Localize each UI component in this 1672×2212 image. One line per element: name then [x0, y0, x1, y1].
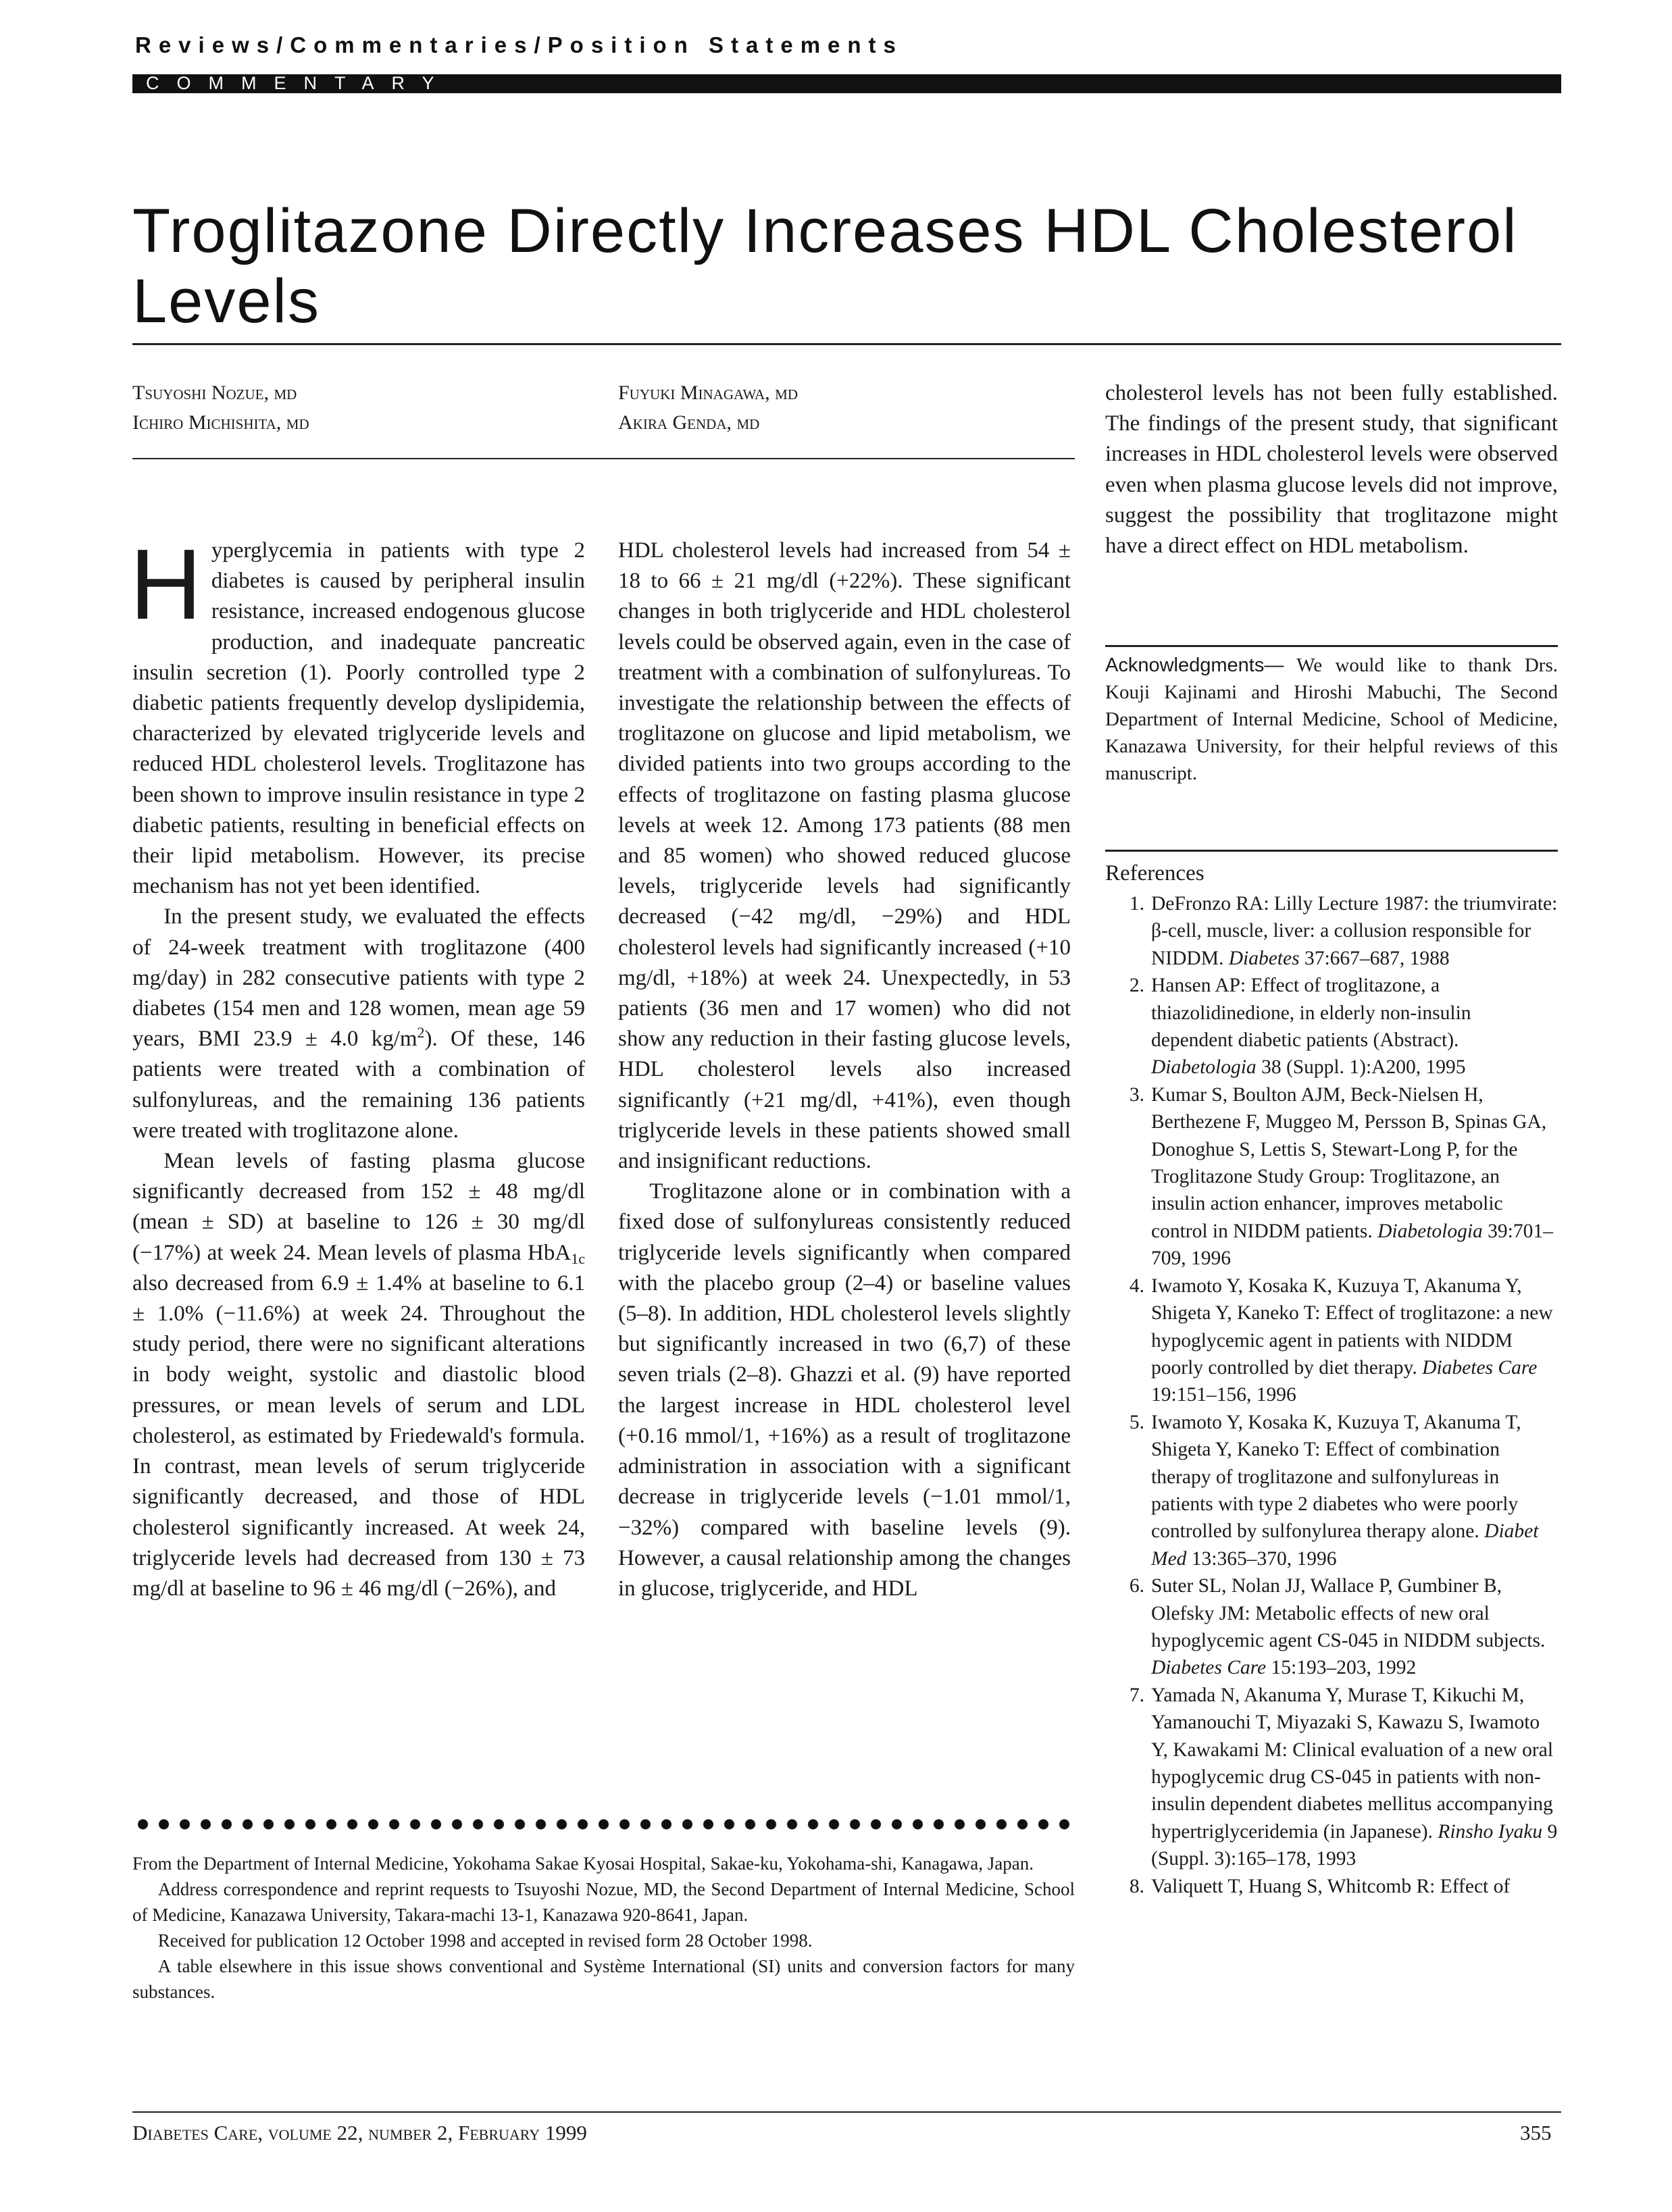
footnote	[132, 1851, 1075, 2005]
title-rule	[132, 343, 1561, 345]
refs-rule	[1105, 850, 1558, 852]
footnote-affiliation: From the Department of Internal Medicine, Yokohama Sakae Kyosai Hospital, Sakae-ku, Yokohama-shi, Kanagawa, Japan.	[132, 1853, 1034, 1874]
page-number: 355	[1520, 2121, 1552, 2144]
reference-item: 3. Kumar S, Boulton AJM, Beck-Nielsen H, Berthezene F, Muggeo M, Persson B, Spinas GA, Donoghue S, Lettis S, Stewart-Long P, for the Troglitazone Study Group: Troglitazone, an insulin action enhancer, improves metabolic control in NIDDM patients. Diabetologia 39:701–709, 1996	[1129, 1083, 1553, 1270]
references-title: References	[1105, 861, 1205, 885]
footer-rule	[132, 2111, 1561, 2113]
reference-item: 8. Valiquett T, Huang S, Whitcomb R: Effect of	[1129, 1875, 1511, 1897]
body-column-2	[618, 536, 1071, 1604]
reference-item: 2. Hansen AP: Effect of troglitazone, a thiazolidinedione, in elderly non-insulin dependent diabetic patients (Abstract). Diabetologia 38 (Suppl. 1):A200, 1995	[1129, 975, 1471, 1079]
ack-title: Acknowledgments—	[1105, 654, 1284, 676]
author-name: Fuyuki Minagawa, md	[618, 382, 798, 404]
authors-right	[618, 378, 798, 438]
references-list	[1105, 890, 1558, 1900]
author-name: Tsuyoshi Nozue, md	[132, 382, 297, 404]
dotted-separator	[132, 1817, 1075, 1832]
methods-paragraph: In the present study, we evaluated the effects of 24-week treatment with troglitazone (400 mg/day) in 282 consecutive patients with type 2 diabetes (154 men and 128 women, mean age 59 years, BMI 23.9 ± 4.0 $kg/m^2$). Of these, 146 patients were treated with a combination of sulfonylureas, and the remaining 136 patients were treated with troglitazone alone.	[132, 904, 585, 1143]
article-title: Troglitazone Directly Increases HDL Cholesterol Levels	[132, 197, 1518, 336]
body-column-3	[1105, 378, 1558, 561]
reference-item: 4. Iwamoto Y, Kosaka K, Kuzuya T, Akanuma Y, Shigeta Y, Kaneko T: Effect of troglitazone: a new hypoglycemic agent in patients with NIDDM poorly controlled by diet therapy. Diabetes Care 19:151–156, 1996	[1129, 1275, 1553, 1406]
ack-rule	[1105, 645, 1558, 647]
reference-item: 7. Yamada N, Akanuma Y, Murase T, Kikuchi M, Yamanouchi T, Miyazaki S, Kawazu S, Iwamoto Y, Kawakami M: Clinical evaluation of a new oral hypoglycemic drug CS-045 in patients with non-insulin dependent diabetes mellitus accompanying hypertriglyceridemia (in Japanese). Rinsho Iyaku 9 (Suppl. 3):165–178, 1993	[1129, 1684, 1558, 1870]
authors-left	[132, 378, 309, 438]
journal-footer: Diabetes Care, volume 22, number 2, February 1999	[132, 2121, 587, 2144]
acknowledgments	[1105, 652, 1558, 787]
reference-item: 1. DeFronzo RA: Lilly Lecture 1987: the triumvirate: β-cell, muscle, liver: a collusion responsible for NIDDM. Diabetes 37:667–687, 1988	[1129, 893, 1558, 969]
footnote-si-units: A table elsewhere in this issue shows conventional and Système International (SI) units and conversion factors for many substances.	[132, 1956, 1075, 2002]
footnote-received: Received for publication 12 October 1998 and accepted in revised form 28 October 1998.	[157, 1930, 813, 1951]
author-name: Ichiro Michishita, md	[132, 411, 309, 434]
results-paragraph: Mean levels of fasting plasma glucose significantly decreased from 152 ± 48 mg/dl (mean ± SD) at baseline to 126 ± 30 mg/dl (−17%) at week 24. Mean levels of plasma HbA$_{1c}$ also decreased from 6.9 ± 1.4% at baseline to 6.1 ± 1.0% (−11.6%) at week 24. Throughout the study period, there were no significant alterations in body weight, systolic and diastolic blood pressures, or mean levels of serum and LDL cholesterol, as estimated by Friedewald's formula. In contrast, mean levels of serum triglyceride significantly decreased, and those of HDL cholesterol significantly increased. At week 24, triglyceride levels had decreased from 130 ± 73 mg/dl at baseline to 96 ± 46 mg/dl (−26%), and	[132, 1149, 585, 1601]
footnote-correspondence: Address correspondence and reprint requests to Tsuyoshi Nozue, MD, the Second Department of Internal Medicine, School of Medicine, Kanazawa University, Takara-machi 13-1, Kanazawa 920-8641, Japan.	[132, 1879, 1075, 1925]
authors-rule	[132, 458, 1075, 459]
body-column-1	[130, 529, 585, 1604]
author-name: Akira Genda, md	[618, 411, 760, 434]
conclusion-paragraph: cholesterol levels has not been fully established. The findings of the present study, that significant increases in HDL cholesterol levels were observed even when plasma glucose levels did not improve, suggest the possibility that troglitazone might have a direct effect on HDL metabolism.	[1105, 381, 1558, 559]
category-label: COMMENTARY	[146, 73, 452, 93]
reference-item: 5. Iwamoto Y, Kosaka K, Kuzuya T, Akanuma T, Shigeta Y, Kaneko T: Effect of combination therapy of troglitazone and sulfonylureas in patients with type 2 diabetes who were poorly controlled by sulfonylurea therapy alone. Diabet Med 13:365–370, 1996	[1129, 1411, 1539, 1570]
ack-text: We would like to thank Drs. Kouji Kajinami and Hiroshi Mabuchi, The Second Department of Internal Medicine, School of Medicine, Kanazawa University, for their helpful reviews of this manuscript.	[1105, 654, 1558, 784]
intro-paragraph: Hyperglycemia in patients with type 2 diabetes is caused by peripheral insulin resistance, increased endogenous glucose production, and inadequate pancreatic insulin secretion (1). Poorly controlled type 2 diabetic patients frequently develop dyslipidemia, characterized by elevated triglyceride levels and reduced HDL cholesterol levels. Troglitazone has been shown to improve insulin resistance in type 2 diabetic patients, resulting in beneficial effects on their lipid metabolism. However, its precise mechanism has not yet been identified.	[130, 529, 585, 899]
discussion-paragraph: Troglitazone alone or in combination with a fixed dose of sulfonylureas consistently reduced triglyceride levels significantly when compared with the placebo group (2–4) or baseline values (5–8). In addition, HDL cholesterol levels slightly but significantly increased in two (6,7) of these seven trials (2–8). Ghazzi et al. (9) have reported the largest increase in HDL cholesterol level (+0.16 mmol/1, +16%) as a result of troglitazone administration in association with a significant decrease in triglyceride levels (−1.01 mmol/1, −32%) compared with baseline levels (9). However, a causal relationship among the changes in glucose, triglyceride, and HDL	[618, 1179, 1071, 1601]
drop-cap: H	[130, 529, 202, 640]
reference-item: 6. Suter SL, Nolan JJ, Wallace P, Gumbiner B, Olefsky JM: Metabolic effects of new oral hypoglycemic agent CS-045 in NIDDM subjects. Diabetes Care 15:193–203, 1992	[1129, 1575, 1546, 1679]
section-label: Reviews/Commentaries/Position Statements	[135, 32, 903, 57]
category-bar	[132, 74, 1561, 93]
results-continued-paragraph: HDL cholesterol levels had increased from 54 ± 18 to 66 ± 21 mg/dl (+22%). These significant changes in both triglyceride and HDL cholesterol levels could be observed again, even in the case of treatment with a combination of sulfonylureas. To investigate the relationship between the effects of troglitazone on glucose and lipid metabolism, we divided patients into two groups according to the effects of troglitazone on fasting plasma glucose levels at week 12. Among 173 patients (88 men and 85 women) who showed reduced glucose levels, triglyceride levels had significantly decreased (−42 mg/dl, −29%) and HDL cholesterol levels had significantly increased (+10 mg/dl, +18%) at week 24. Unexpectedly, in 53 patients (36 men and 17 women) who did not show any reduction in their fasting glucose levels, HDL cholesterol levels also increased significantly (+21 mg/dl, +41%), even though triglyceride levels in these patients showed small and insignificant reductions.	[618, 538, 1071, 1174]
